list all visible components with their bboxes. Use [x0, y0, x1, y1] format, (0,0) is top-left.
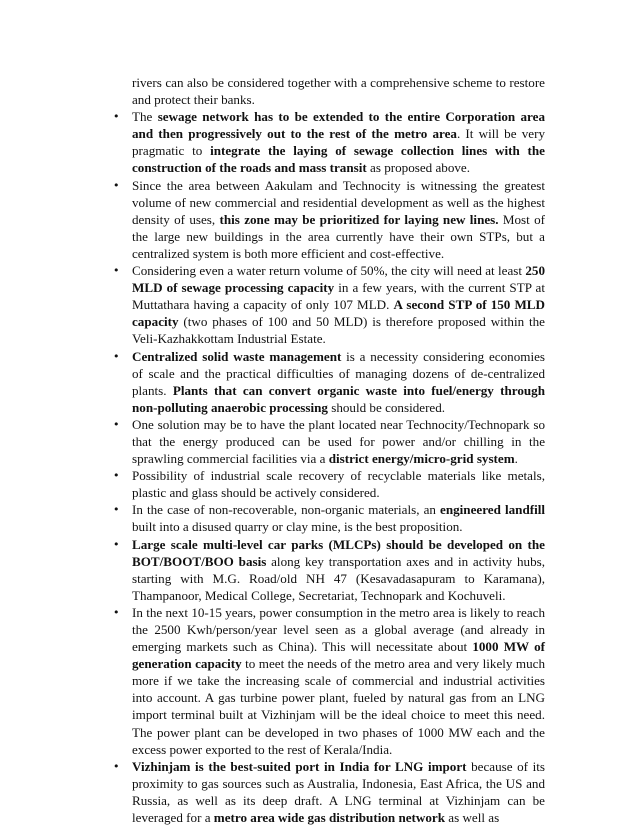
bullet-point-icon: •: [113, 605, 120, 619]
text-segment: Considering even a water return volume of 50%, the city will need at least: [132, 263, 526, 279]
text-segment: to meet the needs of the metro area and very likely much more if we take the increasing scale of commercial and industrial activities into account. A gas turbine power plant, fueled by natural gas from an LNG import terminal built at Vizhinjam will be the ideal choice to meet this need. The power plant can be developed in two phases of 1000 MW each and the excess power exported to the rest of Kerala/India.: [132, 656, 545, 757]
text-segment: . It will be very pragmatic to: [132, 126, 545, 159]
bullet-item: [113, 416, 545, 467]
bold-text-segment: Vizhinjam is the best-suited port in India for LNG import: [132, 758, 467, 774]
bold-text-segment: 250 MLD of sewage processing capacity: [132, 263, 545, 296]
bold-text-segment: Centralized solid waste management: [132, 348, 342, 364]
bullet-point-icon: •: [113, 537, 120, 551]
continuation-paragraph: [132, 74, 545, 108]
bold-text-segment: sewage network has to be extended to the entire Corporation area and then progressively out to the rest of the metro area: [132, 109, 545, 142]
body-text: [113, 74, 546, 826]
bold-text-segment: metro area wide gas distribution network: [213, 810, 445, 826]
bullet-list: [113, 108, 546, 826]
bold-text-segment: engineered landfill: [440, 502, 545, 518]
bullet-point-icon: •: [113, 759, 120, 773]
bullet-item: [113, 501, 545, 535]
text-segment: In the case of non-recoverable, non-organic materials, an: [132, 502, 441, 518]
bold-text-segment: Plants that can convert organic waste into fuel/energy through non-polluting anaerobic processing: [132, 382, 545, 415]
bold-text-segment: this zone may be prioritized for laying new lines.: [219, 211, 499, 227]
text-segment: should be considered.: [327, 399, 446, 415]
bullet-point-icon: •: [113, 349, 120, 363]
bullet-item: [113, 467, 545, 501]
text-segment: Possibility of industrial scale recovery of recyclable materials like metals, plastic and glass should be actively considered.: [132, 468, 545, 501]
text-segment: because of its proximity to gas sources such as Australia, Indonesia, East Africa, the US and Russia, as well as its deep draft. A LNG terminal at Vizhinjam can be leveraged for a: [132, 758, 545, 826]
text-segment: (two phases of 100 and 50 MLD) is therefore proposed within the Veli-Kazhakkottam Industrial Estate.: [132, 314, 545, 347]
text-segment: rivers can also be considered together with a comprehensive scheme to restore and protect their banks.: [132, 75, 545, 108]
text-segment: The: [132, 109, 158, 125]
text-segment: as proposed above.: [366, 160, 471, 176]
text-segment: in a few years, with the current STP at Muttathara having a capacity of only 107 MLD.: [132, 280, 545, 313]
bold-text-segment: integrate the laying of sewage collection lines with the construction of the roads and mass transit: [132, 143, 545, 176]
bold-text-segment: A second STP of 150 MLD capacity: [132, 297, 545, 330]
text-segment: .: [514, 451, 518, 467]
text-segment: built into a disused quarry or clay mine, is the best proposition.: [132, 519, 463, 535]
bold-text-segment: 1000 MW of generation capacity: [132, 639, 546, 672]
text-segment: Since the area between Aakulam and Technocity is witnessing the greatest volume of new commercial and residential development as well as the highest density of uses,: [132, 177, 545, 227]
bold-text-segment: Large scale multi-level car parks (MLCPs) should be developed on the BOT/BOOT/BOO basis: [132, 536, 545, 569]
text-segment: Most of the large new buildings in the area currently have their own STPs, but a centralized system is both more efficient and cost-effective.: [132, 211, 545, 261]
bullet-point-icon: •: [113, 503, 120, 517]
text-segment: is a necessity considering economies of scale and the practical difficulties of managing dozens of de-centralized plants.: [132, 348, 545, 398]
text-segment: along key transportation axes and in activity hubs, starting with M.G. Road/old NH 47 (Kesavadasapuram to Karamana), Thampanoor, Medical College, Secretariat, Technopark and Kochuveli.: [132, 553, 545, 603]
bullet-point-icon: •: [113, 110, 120, 124]
bullet-item: [113, 604, 546, 758]
bullet-item: [113, 536, 545, 604]
bold-text-segment: district energy/micro-grid system: [328, 451, 515, 467]
text-segment: One solution may be to have the plant located near Technocity/Technopark so that the energy produced can be used for power and/or chilling in the sprawling commercial facilities via a: [132, 416, 545, 467]
bullet-item: [113, 262, 545, 347]
text-segment: as well as: [445, 810, 500, 826]
bullet-point-icon: •: [113, 417, 120, 431]
bullet-item: [113, 348, 545, 416]
bullet-point-icon: •: [113, 264, 120, 278]
bullet-item: [113, 108, 545, 176]
text-segment: In the next 10-15 years, power consumption in the metro area is likely to reach the 2500 Kwh/person/year level seen as a global average (and already in emerging markets such as China). This will necessitate about: [132, 604, 545, 655]
bullet-item: [113, 177, 545, 262]
bullet-point-icon: •: [113, 178, 120, 192]
bullet-point-icon: •: [113, 469, 120, 483]
bullet-item: [113, 758, 545, 826]
